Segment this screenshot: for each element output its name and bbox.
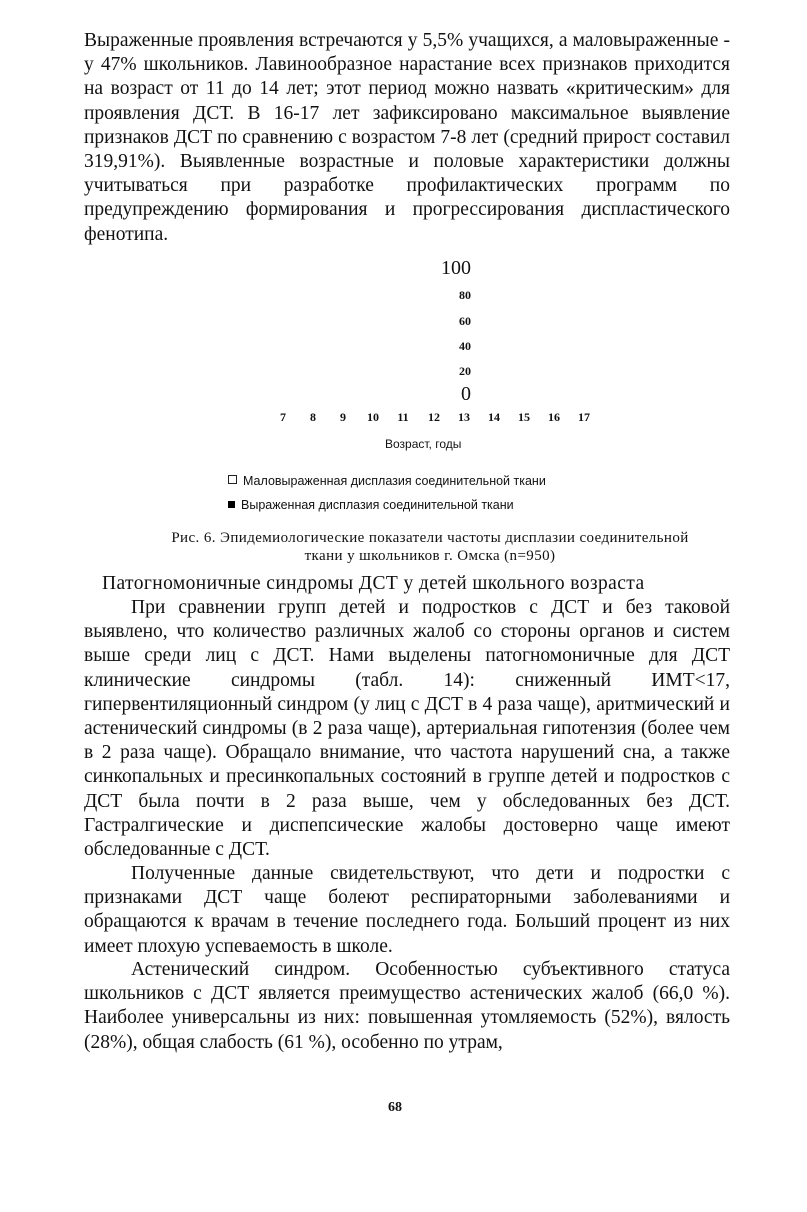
- x-tick-16: 16: [548, 410, 560, 424]
- y-tick-20: 20: [459, 364, 471, 378]
- x-tick-9: 9: [340, 410, 346, 424]
- section-heading: Патогномоничные синдромы ДСТ у детей школьного возраста: [102, 573, 645, 594]
- x-tick-15: 15: [518, 410, 530, 424]
- x-tick-14: 14: [488, 410, 500, 424]
- page-number: 68: [388, 1100, 402, 1115]
- legend-label-severe: Выраженная дисплазия соединительной ткани: [241, 498, 514, 512]
- x-tick-8: 8: [310, 410, 316, 424]
- legend-swatch-hollow-square-icon: [228, 475, 237, 484]
- x-tick-11: 11: [397, 410, 409, 424]
- x-tick-7: 7: [280, 410, 286, 424]
- x-tick-17: 17: [578, 410, 590, 424]
- y-tick-60: 60: [459, 314, 471, 328]
- intro-paragraph: Выраженные проявления встречаются у 5,5% учащихся, а маловыраженные - у 47% школьников. Лавинообразное нарастание всех признаков приходится на возраст от 11 до 14 лет; этот период можно назвать «критическим» для проявления ДСТ. В 16-17 лет зафиксировано максимальное выявление признаков ДСТ по сравнению с возрастом 7-8 лет (средний прирост составил 319,91%). Выявленные возрастные и половые характеристики должны учитываться при разработке профилактических программ по предупреждению формирования и прогрессирования диспластического фенотипа.: [84, 30, 730, 245]
- caption-line-1: Рис. 6. Эпидемиологические показатели частоты дисплазии соединительной: [171, 530, 689, 546]
- y-tick-0: 0: [461, 383, 471, 405]
- legend-item-mild: [228, 474, 546, 488]
- legend-item-severe: [228, 498, 514, 512]
- body-paragraph-asthenic: Астенический синдром. Особенностью субъективного статуса школьников с ДСТ является преимущество астенических жалоб (66,0 %). Наиболее универсальны из них: повышенная утомляемость (52%), вялость (28%), общая слабость (61 %), особенно по утрам,: [84, 959, 730, 1053]
- y-tick-80: 80: [459, 288, 471, 302]
- y-tick-100: 100: [441, 257, 471, 279]
- x-tick-12: 12: [428, 410, 440, 424]
- caption-line-2: ткани у школьников г. Омска (n=950): [304, 548, 556, 564]
- x-axis-label: Возраст, годы: [385, 437, 462, 451]
- body-paragraph-respiratory: Полученные данные свидетельствуют, что дети и подростки с признаками ДСТ чаще болеют респираторными заболеваниями и обращаются к врачам в течение последнего года. Больший процент из них имеет плохую успеваемость в школе.: [84, 863, 730, 957]
- legend-swatch-filled-square-icon: [228, 501, 235, 508]
- legend-label-mild: Маловыраженная дисплазия соединительной ткани: [243, 474, 546, 488]
- x-tick-10: 10: [367, 410, 379, 424]
- x-tick-13: 13: [458, 410, 470, 424]
- body-paragraph-syndromes: При сравнении групп детей и подростков с ДСТ и без таковой выявлено, что количество различных жалоб со стороны органов и систем выше среди лиц с ДСТ. Нами выделены патогномоничные для ДСТ клинические синдромы (табл. 14): сниженный ИМТ<17, гипервентиляционный синдром (у лиц с ДСТ в 4 раза чаще), аритмический и астенический синдромы (в 2 раза чаще), артериальная гипотензия (более чем в 2 раза чаще). Обращало внимание, что частота нарушений сна, а также синкопальных и пресинкопальных состояний в группе детей и подростков с ДСТ была почти в 2 раза выше, чем у обследованных без ДСТ. Гастралгические и диспепсические жалобы достоверно чаще имеют обследованные с ДСТ.: [84, 597, 730, 861]
- y-tick-40: 40: [459, 339, 471, 353]
- figure-caption: [100, 529, 760, 565]
